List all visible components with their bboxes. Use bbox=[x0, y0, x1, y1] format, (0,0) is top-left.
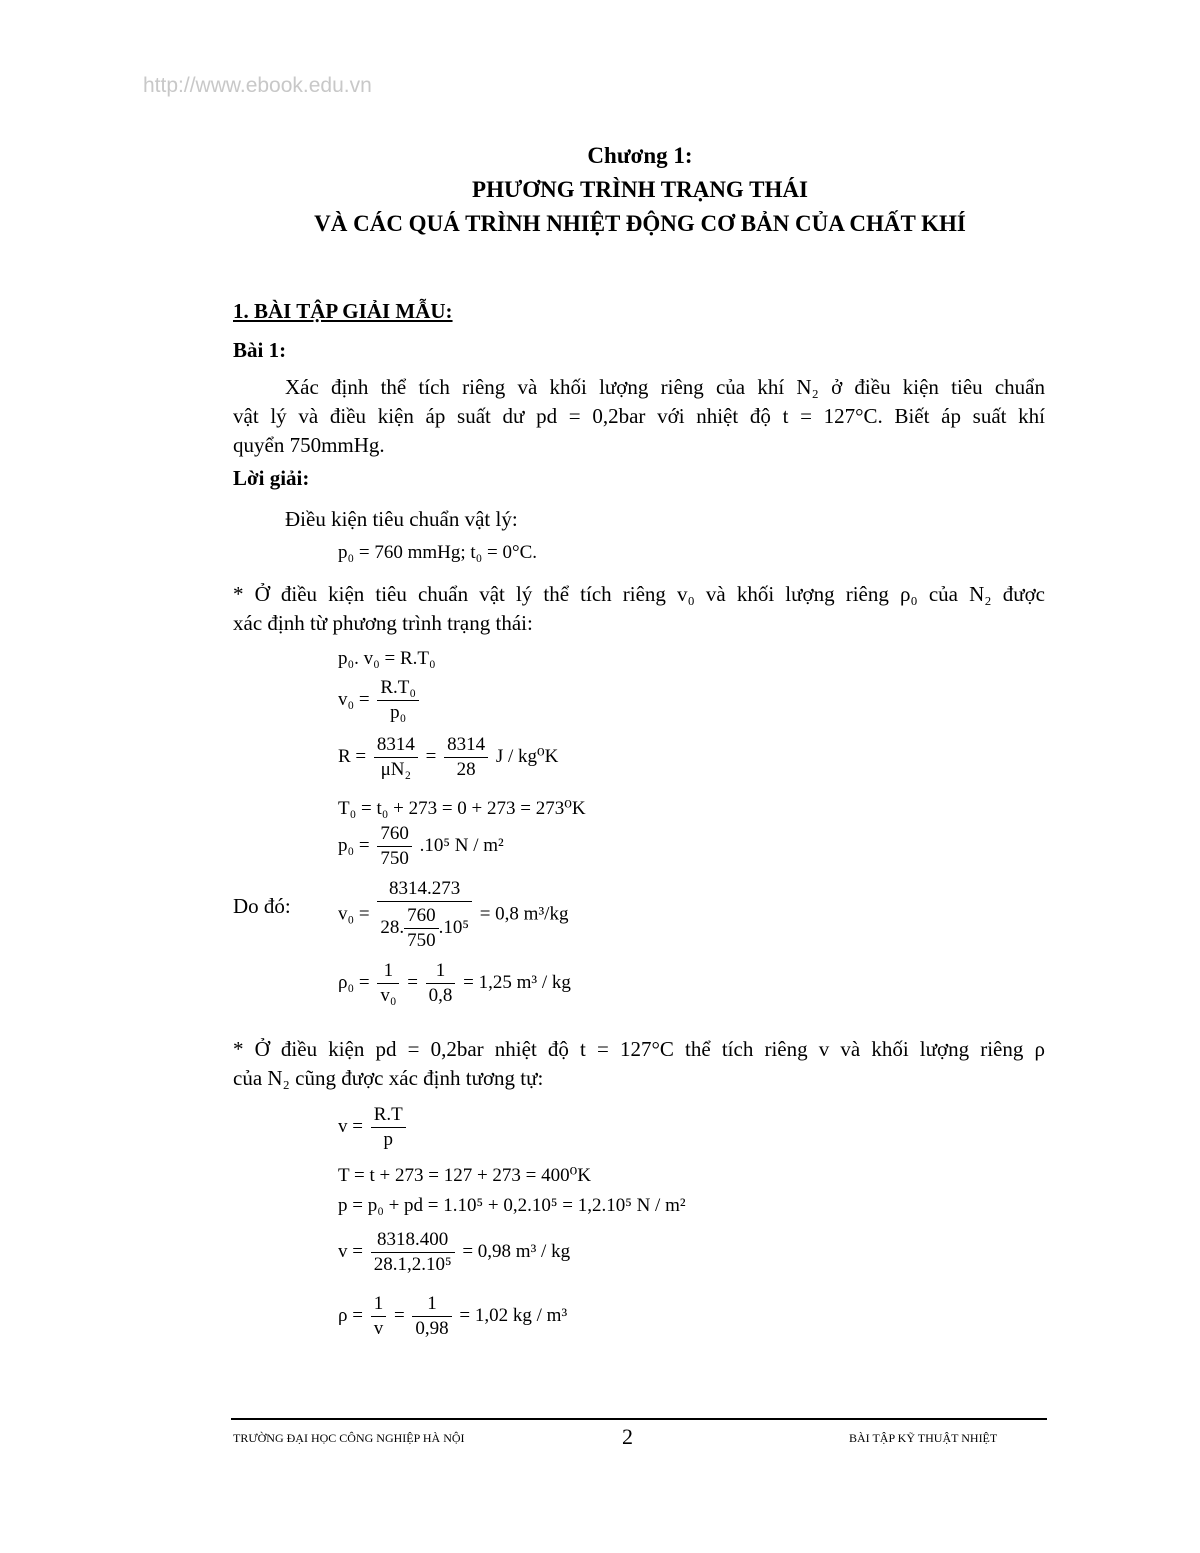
watermark: http://www.ebook.edu.vn bbox=[143, 74, 372, 97]
eq-state: p₀. v₀ = R.T₀ bbox=[338, 648, 436, 669]
eq-lhs: R = bbox=[338, 745, 367, 767]
eq-rho-result: ρ = $\frac{1}{v}$ = $\frac{1}{0,98}$ = 1,02 kg / m³ bbox=[338, 1293, 568, 1339]
eq-v0-formula bbox=[338, 676, 422, 725]
eq-T0: T₀ = t₀ + 273 = 0 + 273 = 273⁰K bbox=[338, 798, 586, 819]
eq-rhs: = 0,98 m³ / kg bbox=[462, 1240, 571, 1262]
std-condition-text: Điều kiện tiêu chuẩn vật lý: bbox=[285, 507, 518, 531]
problem-line-2: vật lý và điều kiện áp suất dư pd = 0,2bar với nhiệt độ t = 127°C. Biết áp suất khí bbox=[233, 404, 1045, 428]
eq-v-result bbox=[338, 1228, 570, 1277]
eq-v-formula bbox=[338, 1103, 409, 1152]
unit: J / kg⁰K bbox=[495, 745, 559, 767]
case2-line-2: của N₂ cũng được xác định tương tự: bbox=[233, 1066, 544, 1090]
fraction: $\frac{1}{\text{v₀}}$ bbox=[377, 959, 399, 1008]
fraction: $\frac{1}{v}$ bbox=[371, 1292, 387, 1341]
eq-lhs: ρ₀ = bbox=[338, 971, 370, 993]
page-number: 2 bbox=[622, 1424, 633, 1449]
footer-book-title: BÀI TẬP KỸ THUẬT NHIỆT bbox=[849, 1431, 998, 1445]
eq-T: T = t + 273 = 127 + 273 = 400⁰K bbox=[338, 1165, 591, 1186]
fraction: $\frac{1}{0,8}$ bbox=[426, 959, 456, 1008]
problem-text bbox=[233, 373, 1045, 460]
footer-school: TRƯỜNG ĐẠI HỌC CÔNG NGHIỆP HÀ NỘI bbox=[233, 1431, 465, 1445]
problem-line-3: quyển 750mmHg. bbox=[233, 433, 385, 457]
case1-text bbox=[233, 580, 1045, 638]
fraction: $\frac{8314}{28}$ bbox=[444, 733, 488, 782]
eq-lhs: v₀ = bbox=[338, 903, 370, 925]
problem-label: Bài 1: bbox=[233, 338, 287, 362]
eq-p: p = p₀ + pd = 1.10⁵ + 0,2.10⁵ = 1,2.10⁵ N / m² bbox=[338, 1195, 686, 1216]
eq-lhs: ρ = bbox=[338, 1304, 363, 1326]
therefore-label: Do đó: bbox=[233, 894, 291, 918]
case2-text bbox=[233, 1035, 1045, 1093]
std-condition-eq: p₀ = 760 mmHg; t₀ = 0°C. bbox=[338, 542, 538, 563]
case1-line-2: xác định từ phương trình trạng thái: bbox=[233, 611, 533, 635]
case1-line-1: * Ở điều kiện tiêu chuẩn vật lý thể tích riêng v₀ và khối lượng riêng ρ₀ của N₂ được bbox=[233, 582, 1045, 606]
eq-p0 bbox=[338, 822, 504, 871]
eq-rhs: = 1,02 kg / m³ bbox=[459, 1304, 568, 1326]
fraction: $\frac{\text{R.T₀}}{\text{p₀}}$ bbox=[377, 676, 419, 725]
case2-line-1: * Ở điều kiện pd = 0,2bar nhiệt độ t = 127°C thể tích riêng v và khối lượng riêng ρ bbox=[233, 1037, 1045, 1061]
eq-v0-result bbox=[338, 877, 568, 953]
chapter-label: Chương 1: bbox=[587, 143, 693, 168]
chapter-title-line2: VÀ CÁC QUÁ TRÌNH NHIỆT ĐỘNG CƠ BẢN CỦA CHẤT KHÍ bbox=[314, 211, 966, 236]
footer-divider bbox=[231, 1418, 1047, 1420]
fraction: 8314.273 28. $\frac{760}{750}$ .10⁵ bbox=[377, 877, 472, 953]
fraction: $\frac{760}{750}$ bbox=[377, 822, 412, 871]
fraction: $\frac{1}{0,98}$ bbox=[412, 1292, 451, 1341]
eq-lhs: v₀ = bbox=[338, 688, 370, 710]
eq-gas-constant: R = $\frac{8314}{\text{μN₂}}$ = $\frac{8314}{28}$ J / kg⁰K bbox=[338, 734, 559, 780]
chapter-title-line1: PHƯƠNG TRÌNH TRẠNG THÁI bbox=[472, 177, 808, 202]
eq-rhs: = 1,25 m³ / kg bbox=[463, 971, 571, 993]
eq-rho0: ρ₀ = $\frac{1}{\text{v₀}}$ = $\frac{1}{0,8}$ = 1,25 m³ / kg bbox=[338, 960, 571, 1006]
eq-rhs: = 0,8 m³/kg bbox=[479, 903, 569, 925]
eq-lhs: v = bbox=[338, 1115, 363, 1137]
section-heading: 1. BÀI TẬP GIẢI MẪU: bbox=[233, 299, 453, 323]
eq-lhs: p₀ = bbox=[338, 834, 370, 856]
fraction: $\frac{8314}{\text{μN₂}}$ bbox=[374, 733, 418, 782]
eq-rest: .10⁵ N / m² bbox=[419, 834, 504, 856]
problem-line-1: Xác định thể tích riêng và khối lượng riêng của khí N₂ ở điều kiện tiêu chuẩn bbox=[285, 375, 1045, 399]
solution-label: Lời giải: bbox=[233, 466, 310, 490]
eq-lhs: v = bbox=[338, 1240, 363, 1262]
fraction: $\frac{R.T}{p}$ bbox=[371, 1103, 406, 1152]
fraction: $\frac{8318.400}{\text{28.1,2.10⁵}}$ bbox=[371, 1228, 455, 1277]
